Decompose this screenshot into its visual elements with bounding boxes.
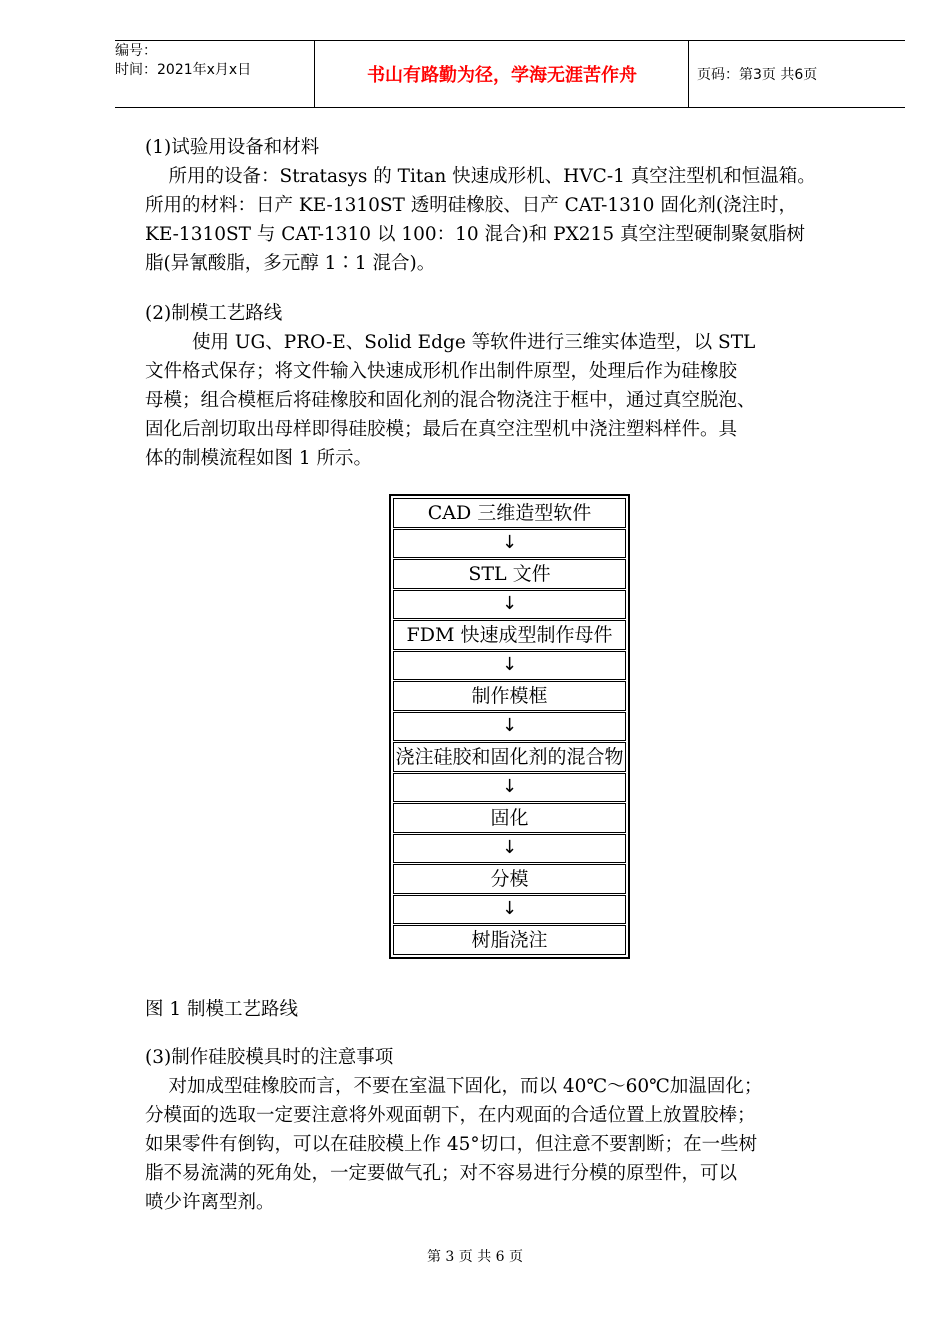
flow-step-split-mold: 分模 <box>393 864 626 894</box>
header-motto: 书山有路勤为径，学海无涯苦作舟 <box>316 41 689 107</box>
section3-line: 对加成型硅橡胶而言，不要在室温下固化，而以 40℃～60℃加温固化； <box>145 1076 763 1097</box>
section3-line: 脂不易流满的死角处，一定要做气孔；对不容易进行分模的原型件，可以 <box>145 1163 738 1184</box>
process-flowchart <box>389 494 630 959</box>
flow-step-resin-pour: 树脂浇注 <box>393 925 626 955</box>
header-meta <box>115 41 315 107</box>
section3-line: 喷少许离型剂。 <box>145 1192 275 1213</box>
down-arrow-icon: ↓ <box>393 712 626 741</box>
down-arrow-icon: ↓ <box>393 651 626 680</box>
section2-line: 使用 UG、PRO-E、Solid Edge 等软件进行三维实体造型，以 STL <box>145 332 756 353</box>
header-page-info <box>697 41 905 107</box>
section1-heading: (1)试验用设备和材料 <box>145 137 320 158</box>
section1-line: 所用的材料：日产 KE-1310ST 透明硅橡胶、日产 CAT-1310 固化剂(浇注时， <box>145 195 798 216</box>
flow-step-stl: STL 文件 <box>393 559 626 589</box>
section2-heading: (2)制模工艺路线 <box>145 303 283 324</box>
flow-step-pour-silicone: 浇注硅胶和固化剂的混合物 <box>393 742 626 772</box>
section3-line: 如果零件有倒钩，可以在硅胶模上作 45°切口，但注意不要割断；在一些树 <box>145 1134 758 1155</box>
down-arrow-icon: ↓ <box>393 895 626 924</box>
section3-line: 分模面的选取一定要注意将外观面朝下，在内观面的合适位置上放置胶棒； <box>145 1105 756 1126</box>
down-arrow-icon: ↓ <box>393 773 626 802</box>
page-header <box>115 40 905 108</box>
section1-line: 脂(异氰酸脂，多元醇 1∶1 混合)。 <box>145 253 436 274</box>
time-label: 时间：2021年x月x日 <box>115 62 252 78</box>
down-arrow-icon: ↓ <box>393 834 626 863</box>
section2-line: 文件格式保存；将文件输入快速成形机作出制件原型，处理后作为硅橡胶 <box>145 361 738 382</box>
flow-step-mold-frame: 制作模框 <box>393 681 626 711</box>
section2-line: 体的制模流程如图 1 所示。 <box>145 448 373 469</box>
figure-caption: 图 1 制模工艺路线 <box>145 999 299 1020</box>
section2-line: 母模；组合模框后将硅橡胶和固化剂的混合物浇注于框中，通过真空脱泡、 <box>145 390 756 411</box>
section1-line: KE-1310ST 与 CAT-1310 以 100：10 混合)和 PX215 真空注型硬制聚氨脂树 <box>145 224 805 245</box>
flow-step-cure: 固化 <box>393 803 626 833</box>
flow-step-cad: CAD 三维造型软件 <box>393 498 626 528</box>
down-arrow-icon: ↓ <box>393 590 626 619</box>
down-arrow-icon: ↓ <box>393 529 626 558</box>
section1-line: 所用的设备：Stratasys 的 Titan 快速成形机、HVC-1 真空注型机和恒温箱。 <box>145 166 816 187</box>
section2-line: 固化后剖切取出母样即得硅胶模；最后在真空注型机中浇注塑料样件。具 <box>145 419 738 440</box>
flow-step-fdm: FDM 快速成型制作母件 <box>393 620 626 650</box>
page-footer: 第 3 页 共 6 页 <box>426 1249 524 1265</box>
page-info-text: 页码：第3页 共6页 <box>697 67 818 83</box>
section3-heading: (3)制作硅胶模具时的注意事项 <box>145 1047 394 1068</box>
number-label: 编号： <box>115 43 157 59</box>
